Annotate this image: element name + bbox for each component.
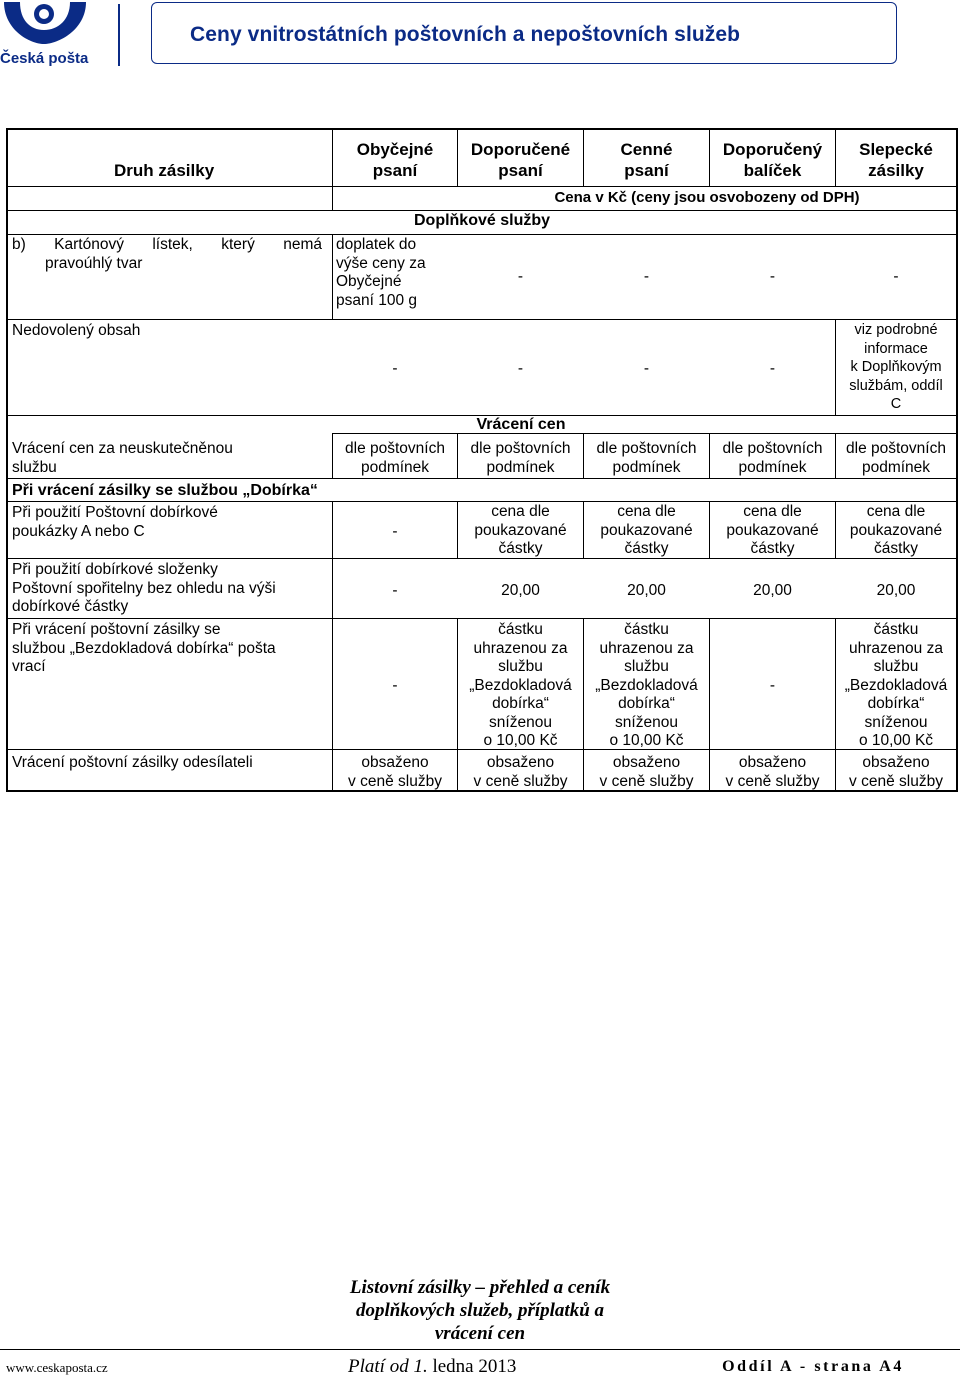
row-cod-slip-valuable: 20,00 <box>627 582 666 599</box>
row-b-label-2: pravoúhlý tvar <box>45 255 143 272</box>
row-forbidden-valuable: - <box>643 360 650 377</box>
grid-line <box>8 618 956 619</box>
grid-line <box>8 501 956 502</box>
row-refund-blind: dle poštovních podmínek <box>846 440 946 476</box>
row-b-blind: - <box>893 268 899 285</box>
row-cod-a-valuable: cena dle poukazované částky <box>600 503 693 557</box>
row-return-registered-parcel: obsaženo v ceně služby <box>725 754 820 790</box>
footer-divider <box>0 1349 960 1350</box>
row-forbidden-ordinary: - <box>392 360 398 377</box>
row-return-label: Vrácení poštovní zásilky odesílateli <box>12 754 253 771</box>
row-cod-cashless-valuable: částku uhrazenou za službu „Bezdokladová dobírka“ sníženou o 10,00 Kč <box>595 621 698 749</box>
row-refund-label: Vrácení cen za neuskutečněnou službu <box>12 440 233 476</box>
row-cod-a-registered-parcel: cena dle poukazované částky <box>726 503 819 557</box>
row-cod-cashless-registered: částku uhrazenou za službu „Bezdokladová dobírka“ sníženou o 10,00 Kč <box>469 621 572 749</box>
logo-wordmark: Česká pošta <box>0 50 89 67</box>
col-header-registered: Doporučené psaní <box>470 140 571 180</box>
row-cod-a-registered: cena dle poukazované částky <box>474 503 567 557</box>
row-refund-registered: dle poštovních podmínek <box>470 440 571 476</box>
page-title: Ceny vnitrostátních poštovních a nepoštovních služeb <box>190 23 741 46</box>
row-cod-cashless-label: Při vrácení poštovní zásilky se službou „Bezdokladová dobírka“ pošta vrací <box>12 621 276 675</box>
row-refund-registered-parcel: dle poštovních podmínek <box>722 440 823 476</box>
price-note: Cena v Kč (ceny jsou osvobozeny od DPH) <box>554 189 860 206</box>
row-cod-slip-ordinary: - <box>392 582 398 599</box>
row-cod-a-blind: cena dle poukazované částky <box>849 503 943 557</box>
footer-title: Listovní zásilky – přehled a ceník doplňkových služeb, příplatků a vrácení cen <box>349 1277 611 1344</box>
row-forbidden-registered: - <box>517 360 524 377</box>
footer-website-link[interactable]: www.ceskaposta.cz <box>6 1360 108 1375</box>
grid-line <box>8 210 956 211</box>
row-cod-cashless-blind: částku uhrazenou za službu „Bezdokladová dobírka“ sníženou o 10,00 Kč <box>844 621 948 749</box>
row-cod-cashless-ordinary: - <box>392 677 398 694</box>
row-cod-a-label: Při použití Poštovní dobírkové poukázky A nebo C <box>12 504 218 540</box>
row-b-valuable: - <box>643 268 650 285</box>
row-forbidden-registered-parcel: - <box>769 360 776 377</box>
footer-section-page: Oddíl A - strana A4 <box>722 1358 904 1375</box>
row-return-registered: obsaženo v ceně služby <box>473 754 568 790</box>
ceska-posta-logo <box>0 0 100 72</box>
row-return-ordinary: obsaženo v ceně služby <box>348 754 442 790</box>
row-cod-slip-registered: 20,00 <box>501 582 540 599</box>
services-price-table <box>6 128 958 792</box>
grid-line <box>8 478 956 479</box>
row-cod-slip-label: Při použití dobírkové složenky Poštovní spořitelny bez ohledu na výši dobírkové částky <box>12 561 276 615</box>
col-header-registered-parcel: Doporučený balíček <box>722 140 823 180</box>
col-header-kind: Druh zásilky <box>114 161 215 180</box>
row-cod-a-ordinary: - <box>392 523 398 540</box>
row-refund-valuable: dle poštovních podmínek <box>596 440 697 476</box>
row-cod-slip-registered-parcel: 20,00 <box>753 582 792 599</box>
row-refund-ordinary: dle poštovních podmínek <box>345 440 445 476</box>
grid-line <box>332 234 333 319</box>
col-header-valuable: Cenné psaní <box>620 140 673 180</box>
grid-line <box>332 501 333 790</box>
row-forbidden-blind: viz podrobné informace k Doplňkovým službám, oddíl C <box>849 322 943 412</box>
row-return-blind: obsaženo v ceně služby <box>849 754 943 790</box>
grid-line <box>8 319 956 320</box>
grid-line <box>458 186 956 187</box>
row-cod-cashless-registered-parcel: - <box>769 677 776 694</box>
row-cod-slip-blind: 20,00 <box>876 582 916 599</box>
footer-valid-date: Platí od 1. ledna 2013 <box>348 1356 517 1377</box>
row-forbidden-label: Nedovolený obsah <box>12 322 141 339</box>
section-additional-services: Doplňkové služby <box>413 212 551 229</box>
col-header-ordinary: Obyčejné psaní <box>356 140 434 180</box>
row-b-registered-parcel: - <box>769 268 776 285</box>
row-cod-heading: Při vrácení zásilky se službou „Dobírka“ <box>12 482 318 499</box>
row-b-label-1: b) Kartónový lístek, který nemá <box>12 236 322 253</box>
posthorn-icon <box>0 0 90 48</box>
section-refund: Vrácení cen <box>476 416 566 433</box>
header-title-box <box>151 2 897 64</box>
row-return-valuable: obsaženo v ceně služby <box>599 754 694 790</box>
grid-line <box>8 234 956 235</box>
row-b-ordinary: doplatek do výše ceny za Obyčejné psaní 100 g <box>336 236 426 309</box>
header-divider <box>118 4 120 66</box>
row-b-registered: - <box>517 268 524 285</box>
col-header-blind: Slepecké zásilky <box>859 140 933 180</box>
